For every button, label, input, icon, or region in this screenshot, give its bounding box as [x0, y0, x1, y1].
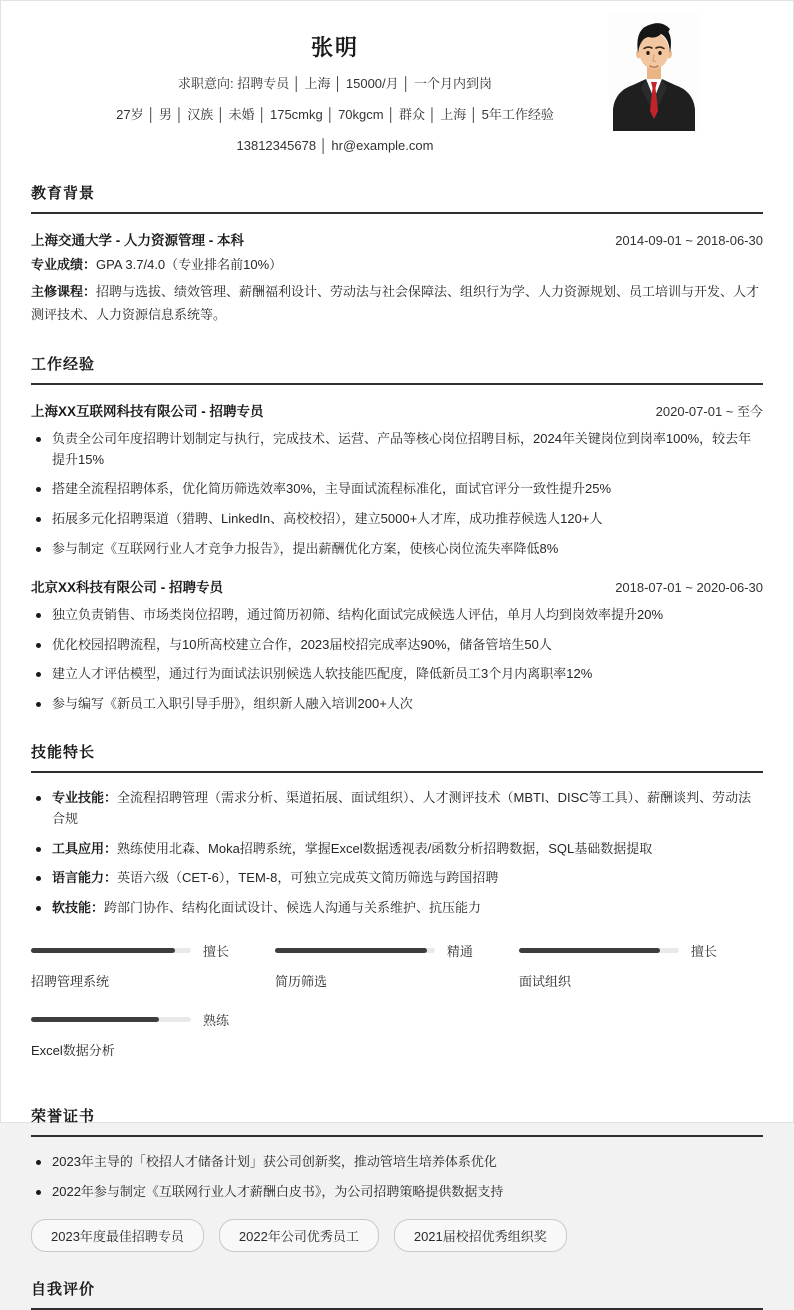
education-date: 2014-09-01 ~ 2018-06-30 — [615, 232, 763, 248]
skill-bar-fill — [519, 948, 660, 953]
skill-bullet-label: 软技能： — [52, 900, 105, 916]
job-entry-2 — [31, 576, 763, 715]
skill-bar-track — [31, 1017, 191, 1022]
skill-bar-track — [31, 948, 191, 953]
job1-date: 2020-07-01 ~ 至今 — [655, 403, 763, 419]
self-evaluation-heading: 自我评价 — [31, 1278, 763, 1310]
job2-company-title: 北京XX科技有限公司 - 招聘专员 — [31, 579, 224, 595]
job-bullet: 建立人才评估模型，通过行为面试法识别候选人软技能匹配度，降低新员工3个月内离职率12% — [31, 664, 763, 685]
education-details — [31, 253, 763, 327]
education-detail-label: 主修课程： — [31, 283, 97, 299]
section-self-evaluation — [31, 1278, 763, 1310]
education-detail-text: GPA 3.7/4.0（专业排名前10%） — [96, 256, 283, 272]
skill-bar-track — [519, 948, 679, 953]
skill-level-label: 擅长 — [690, 943, 717, 959]
avatar-illustration — [609, 13, 699, 131]
skill-bullet-text: 英语六级（CET-6），TEM-8，可独立完成英文简历筛选与跨国招聘 — [117, 870, 499, 886]
education-detail-label: 专业成绩： — [31, 256, 97, 272]
skill-bullet-text: 跨部门协作、结构化面试设计、候选人沟通与关系维护、抗压能力 — [104, 900, 482, 916]
honor-bullet: 2023年主导的「校招人才储备计划」获公司创新奖，推动管培生培养体系优化 — [31, 1152, 763, 1173]
skill-bar-row — [519, 941, 717, 960]
skill-level-label: 熟练 — [202, 1012, 229, 1028]
job-bullet: 搭建全流程招聘体系，优化简历筛选效率30%，主导面试流程标准化，面试官评分一致性提升25% — [31, 479, 763, 500]
skill-bars — [31, 941, 763, 1079]
job-bullet: 参与制定《互联网行业人才竞争力报告》，提出薪酬优化方案，使核心岗位流失率降低8% — [31, 539, 763, 560]
honor-badge: 2023年度最佳招聘专员 — [31, 1219, 204, 1252]
work-heading: 工作经验 — [31, 353, 763, 385]
profile-photo — [609, 13, 699, 131]
honor-badge: 2021届校招优秀组织奖 — [394, 1219, 567, 1252]
job-entry-1 — [31, 400, 763, 560]
section-skills — [31, 741, 763, 1079]
honor-badge: 2022年公司优秀员工 — [219, 1219, 379, 1252]
skill-level-label: 擅长 — [202, 943, 229, 959]
skill-bar-track — [275, 948, 435, 953]
skill-bar-fill — [31, 948, 175, 953]
section-work-experience — [31, 353, 763, 715]
skill-bullet-label: 工具应用： — [52, 840, 118, 856]
skill-bar-row — [275, 941, 473, 960]
job1-company-title: 上海XX互联网科技有限公司 - 招聘专员 — [31, 403, 264, 419]
skill-name-label: Excel数据分析 — [31, 1042, 115, 1058]
education-detail-line — [31, 253, 763, 276]
skill-bar-row — [31, 941, 229, 960]
contact-line: 13812345678 │ hr@example.com — [236, 138, 434, 154]
education-title-row — [31, 229, 763, 249]
section-education — [31, 182, 763, 327]
honors-bullet-list — [31, 1152, 763, 1203]
skill-bar-item — [31, 941, 275, 990]
skill-level-label: 精通 — [446, 943, 473, 959]
resume-header — [31, 1, 763, 156]
job-bullet: 独立负责销售、市场类岗位招聘，通过简历初筛、结构化面试完成候选人评估，单月人均到岗效率提升20% — [31, 605, 763, 626]
skill-bullet — [31, 898, 763, 919]
education-school: 上海交通大学 - 人力资源管理 - 本科 — [31, 232, 244, 248]
education-heading: 教育背景 — [31, 182, 763, 214]
job-bullet: 优化校园招聘流程，与10所高校建立合作，2023届校招完成率达90%，储备管培生50人 — [31, 635, 763, 656]
job2-date: 2018-07-01 ~ 2020-06-30 — [615, 579, 763, 595]
skill-bullet — [31, 788, 763, 830]
personal-info-line: 27岁 │ 男 │ 汉族 │ 未婚 │ 175cmkg │ 70kgcm │ 群众 │ 上海 │ 5年工作经验 — [116, 107, 554, 123]
skills-bullet-list — [31, 788, 763, 919]
skill-bullet-label: 语言能力： — [52, 870, 118, 886]
job-intent-line: 求职意向: 招聘专员 │ 上海 │ 15000/月 │ 一个月内到岗 — [177, 76, 493, 91]
skill-bar-item — [275, 941, 519, 990]
skill-bullet-text: 熟练使用北森、Moka招聘系统，掌握Excel数据透视表/函数分析招聘数据，SQL基础数据提取 — [117, 840, 653, 856]
skills-heading: 技能特长 — [31, 741, 763, 773]
education-detail-line — [31, 280, 763, 327]
skill-bar-item — [31, 1010, 275, 1059]
job1-title-row — [31, 400, 763, 420]
job-bullet: 拓展多元化招聘渠道（猎聘、LinkedIn、高校校招），建立5000+人才库，成功推荐候选人120+人 — [31, 509, 763, 530]
skill-bullet-text: 全流程招聘管理（需求分析、渠道拓展、面试组织）、人才测评技术（MBTI、DISC等工具）、薪酬谈判、劳动法合规 — [52, 789, 752, 826]
section-honors — [31, 1105, 763, 1253]
job2-title-row — [31, 576, 763, 596]
skill-name-label: 面试组织 — [518, 973, 571, 989]
job2-bullet-list — [31, 605, 763, 715]
honors-heading: 荣誉证书 — [31, 1105, 763, 1137]
skill-bar-item — [519, 941, 763, 990]
education-detail-text: 招聘与选拔、绩效管理、薪酬福利设计、劳动法与社会保障法、组织行为学、人力资源规划、员工培训与开发、人才测评技术、人力资源信息系统等。 — [31, 283, 760, 323]
skill-bar-fill — [31, 1017, 159, 1022]
skill-bar-fill — [275, 948, 427, 953]
job-bullet: 参与编写《新员工入职引导手册》，组织新人融入培训200+人次 — [31, 694, 763, 715]
skill-name-label: 简历筛选 — [274, 973, 327, 989]
skill-bullet — [31, 868, 763, 889]
skill-bar-row — [31, 1010, 229, 1029]
skill-bullet — [31, 839, 763, 860]
job1-bullet-list — [31, 429, 763, 560]
job-bullet: 负责全公司年度招聘计划制定与执行，完成技术、运营、产品等核心岗位招聘目标，2024年关键岗位到岗率100%，较去年提升15% — [31, 429, 763, 471]
header-text-block — [31, 25, 639, 156]
skill-name-label: 招聘管理系统 — [31, 973, 110, 989]
honor-bullet: 2022年参与制定《互联网行业人才薪酬白皮书》，为公司招聘策略提供数据支持 — [31, 1182, 763, 1203]
skill-bullet-label: 专业技能： — [52, 789, 118, 805]
candidate-name: 张明 — [310, 35, 359, 60]
honor-badges — [31, 1219, 763, 1252]
